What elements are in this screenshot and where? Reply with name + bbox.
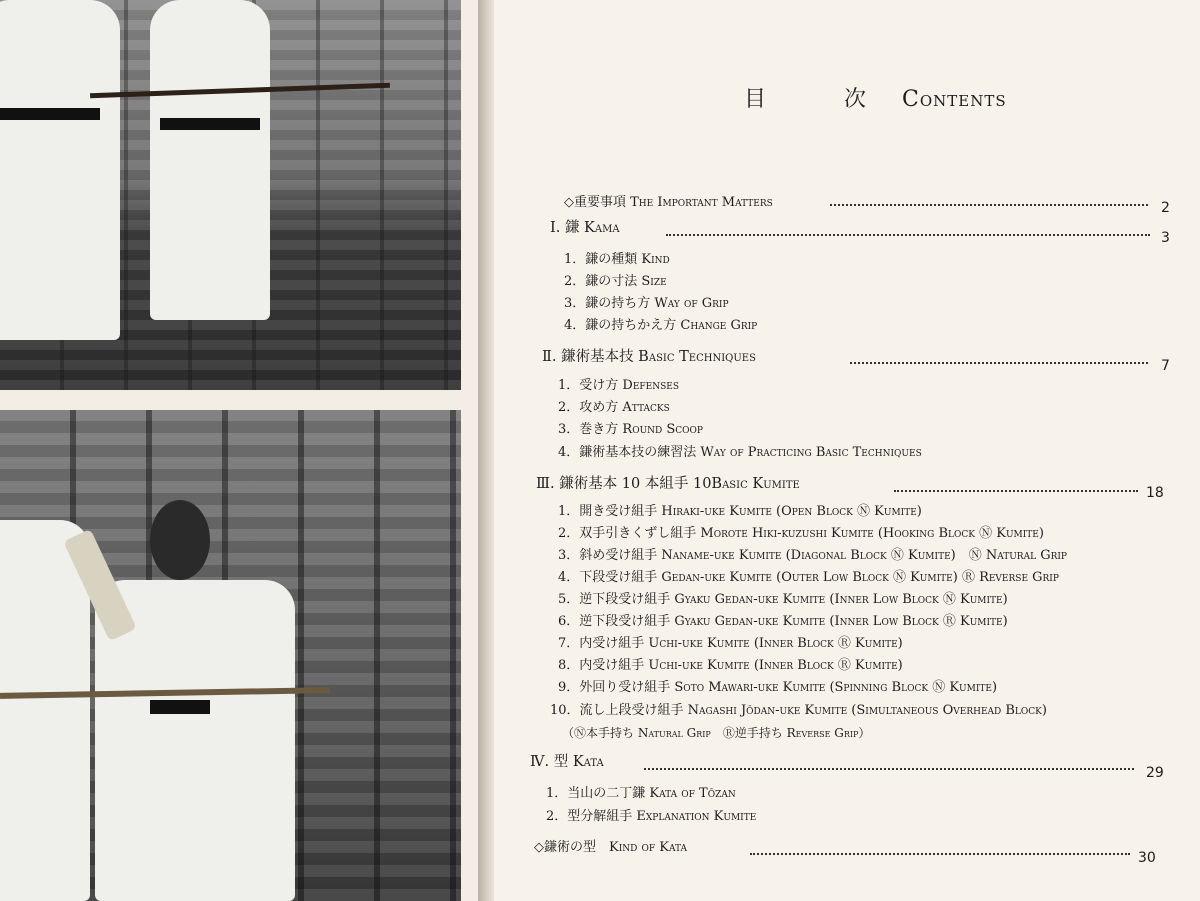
dot-leader [830,204,1148,206]
head [150,500,210,580]
book-gutter [478,0,494,901]
figure-attacker [0,520,90,901]
black-belt [150,700,210,714]
toc-item: 7．内受け組手 Uchi-uke Kumite (Inner Block Ⓡ Kumite) [558,636,903,651]
toc-item: 3．斜め受け組手 Naname-uke Kumite (Diagonal Block Ⓝ Kumite) Ⓝ Natural Grip [558,548,1067,563]
toc-section-basic-techniques [542,345,756,366]
toc-section-kama [550,216,620,237]
page-title [744,82,1007,113]
toc-item: 10．流し上段受け組手 Nagashi Jōdan-uke Kumite (Simultaneous Overhead Block) [550,703,1047,718]
page-number: 2 [1161,200,1170,216]
toc-item: 1．当山の二丁鎌 Kata of Tōzan [546,786,736,801]
section-label: 鎌術基本技 Basic Techniques [561,349,756,365]
section-label: 型 Kata [553,754,604,770]
toc-grip-legend: （Ⓝ本手持ち Natural Grip Ⓡ逆手持ち Reverse Grip） [562,726,871,740]
toc-item: 1．開き受け組手 Hiraki-uke Kumite (Open Block Ⓝ Kumite) [558,504,922,519]
right-page-contents [494,0,1200,901]
section-number: Ⅳ. [530,754,550,770]
toc-item: 6．逆下段受け組手 Gyaku Gedan-uke Kumite (Inner Low Block Ⓡ Kumite) [558,614,1008,629]
toc-item: 2．型分解組手 Explanation Kumite [546,809,757,824]
section-number: Ⅲ. [536,476,555,492]
dot-leader [850,362,1148,364]
toc-item: 1．鎌の種類 Kind [564,252,670,267]
section-label: 鎌術基本 10 本組手 10Basic Kumite [559,476,800,492]
section-number: Ⅱ. [542,349,557,365]
toc-section-basic-kumite [536,472,800,493]
toc-item: 2．鎌の寸法 Size [564,274,667,289]
toc-entry-kind-of-kata: ◇鎌術の型 Kind of Kata [534,840,687,855]
title-japanese: 目 次 [744,87,895,112]
dot-leader [644,768,1134,770]
page-number: 3 [1161,230,1170,246]
page-number: 7 [1161,358,1170,374]
title-english: Contents [902,87,1007,112]
toc-item: 3．鎌の持ち方 Way of Grip [564,296,729,311]
section-label: 鎌 Kama [564,220,620,236]
black-belt [160,118,260,130]
toc-item: 4．鎌術基本技の練習法 Way of Practicing Basic Techniques [558,445,922,460]
toc-entry-important-matters: ◇重要事項 The Important Matters [564,195,773,210]
dot-leader [750,853,1130,855]
figure-left-fighter [0,0,120,340]
page-number: 18 [1146,485,1164,501]
toc-item: 1．受け方 Defenses [558,378,679,393]
left-page [0,0,478,901]
toc-item: 4．下段受け組手 Gedan-uke Kumite (Outer Low Block Ⓝ Kumite) Ⓡ Reverse Grip [558,570,1059,585]
photo-kama-sparring-top [0,0,461,390]
page-number: 30 [1138,850,1156,866]
figure-right-fighter [150,0,270,320]
toc-item: 9．外回り受け組手 Soto Mawari-uke Kumite (Spinning Block Ⓝ Kumite) [558,680,998,695]
toc-item: 2．双手引きくずし組手 Morote Hiki-kuzushi Kumite (Hooking Block Ⓝ Kumite) [558,526,1044,541]
toc-item: 5．逆下段受け組手 Gyaku Gedan-uke Kumite (Inner Low Block Ⓝ Kumite) [558,592,1008,607]
toc-item: 2．攻め方 Attacks [558,400,670,415]
dot-leader [894,490,1138,492]
black-belt [0,108,100,120]
section-number: Ⅰ. [550,220,561,236]
photo-kama-demonstration-bottom [0,410,461,901]
toc-item: 3．巻き方 Round Scoop [558,422,703,437]
dot-leader [666,234,1150,236]
page-number: 29 [1146,765,1164,781]
toc-section-kata [530,750,604,771]
toc-item: 4．鎌の持ちかえ方 Change Grip [564,318,758,333]
toc-item: 8．内受け組手 Uchi-uke Kumite (Inner Block Ⓡ Kumite) [558,658,903,673]
